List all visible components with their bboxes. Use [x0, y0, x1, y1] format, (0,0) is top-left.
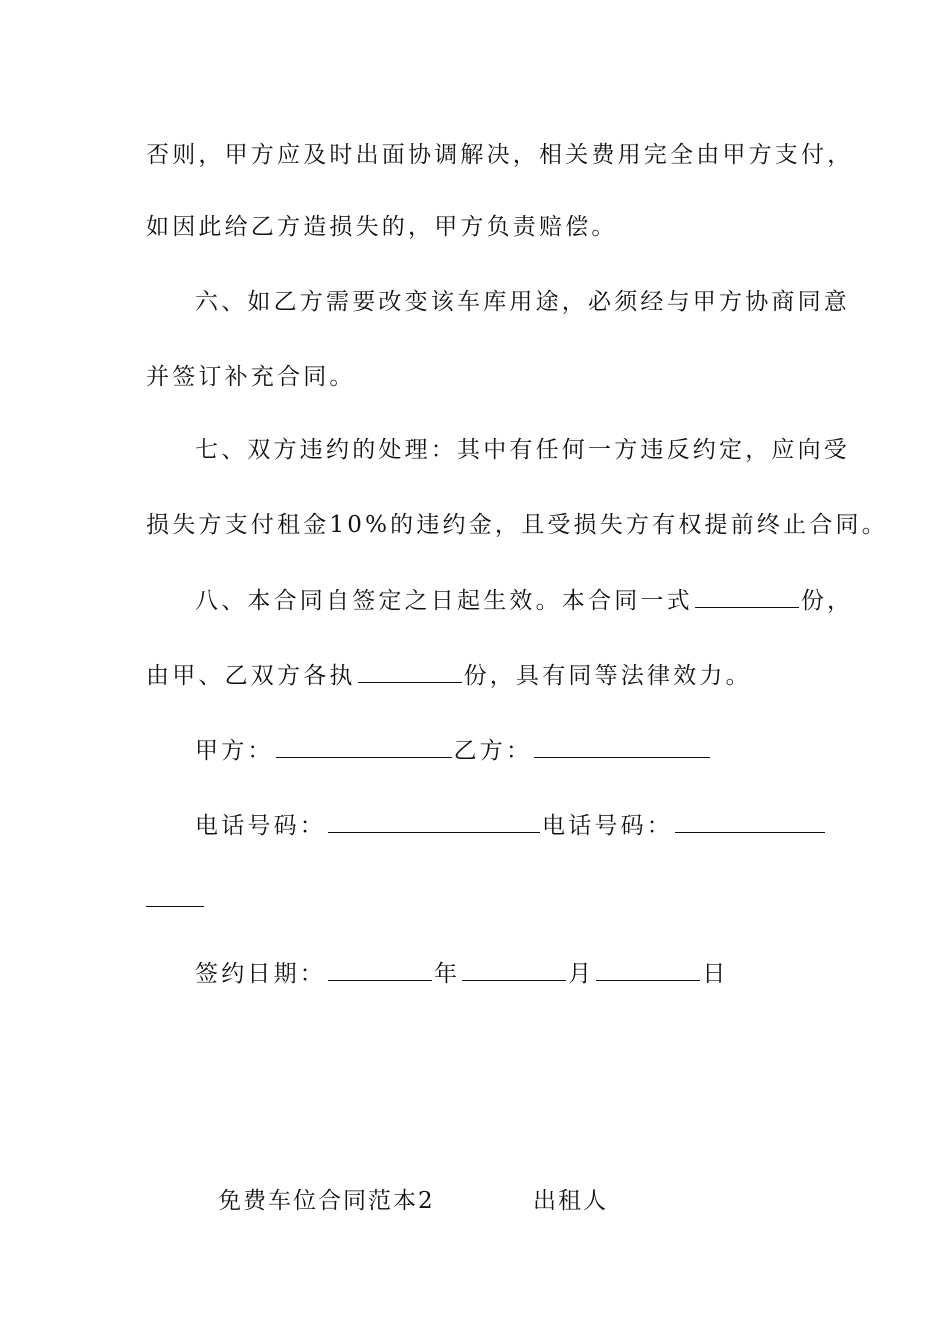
clause-eight-text-a: 八、本合同自签定之日起生效。本合同一式: [195, 588, 693, 614]
next-document-title: 免费车位合同范本2: [218, 1188, 435, 1214]
day-label: 日: [702, 961, 729, 987]
phone-line: [195, 810, 827, 841]
clause-six-line-2: 并签订补充合同。: [146, 364, 356, 390]
party-a-blank[interactable]: [276, 735, 452, 758]
lessor-label: 出租人: [533, 1188, 608, 1214]
clause-eight-text-b: 份，: [800, 588, 854, 614]
clause-eight-line-2: [146, 660, 752, 691]
signing-date-line: [195, 958, 729, 989]
clause-eight-line-1: [195, 585, 853, 616]
phone-a-blank[interactable]: [328, 810, 540, 833]
clause-six-line-1: 六、如乙方需要改变该车库用途，必须经与甲方协商同意: [195, 289, 850, 315]
day-blank[interactable]: [596, 958, 700, 981]
year-blank[interactable]: [328, 958, 432, 981]
month-label: 月: [568, 961, 595, 987]
clause-eight-text-c: 由甲、乙双方各执: [146, 663, 356, 689]
phone-b-blank-continuation: [146, 906, 204, 907]
phone-label-b: 电话号码：: [542, 813, 673, 839]
year-label: 年: [434, 961, 461, 987]
copies-each-blank[interactable]: [358, 660, 462, 683]
paragraph-line: 否则，甲方应及时出面协调解决，相关费用完全由甲方支付，: [146, 142, 854, 168]
copies-total-blank[interactable]: [695, 585, 799, 608]
party-a-label: 甲方：: [195, 738, 274, 764]
party-signature-line: [195, 735, 712, 766]
clause-seven-line-2: 损失方支付租金10%的违约金，且受损失方有权提前终止合同。: [146, 512, 888, 538]
clause-eight-text-d: 份，具有同等法律效力。: [463, 663, 752, 689]
month-blank[interactable]: [462, 958, 566, 981]
paragraph-line: 如因此给乙方造损失的，甲方负责赔偿。: [146, 214, 618, 240]
party-b-label: 乙方：: [453, 738, 533, 764]
phone-b-blank[interactable]: [675, 810, 825, 833]
phone-label-a: 电话号码：: [195, 813, 326, 839]
clause-seven-line-1: 七、双方违约的处理：其中有任何一方违反约定，应向受: [195, 437, 850, 463]
date-label: 签约日期：: [195, 961, 326, 987]
party-b-blank[interactable]: [534, 735, 710, 758]
